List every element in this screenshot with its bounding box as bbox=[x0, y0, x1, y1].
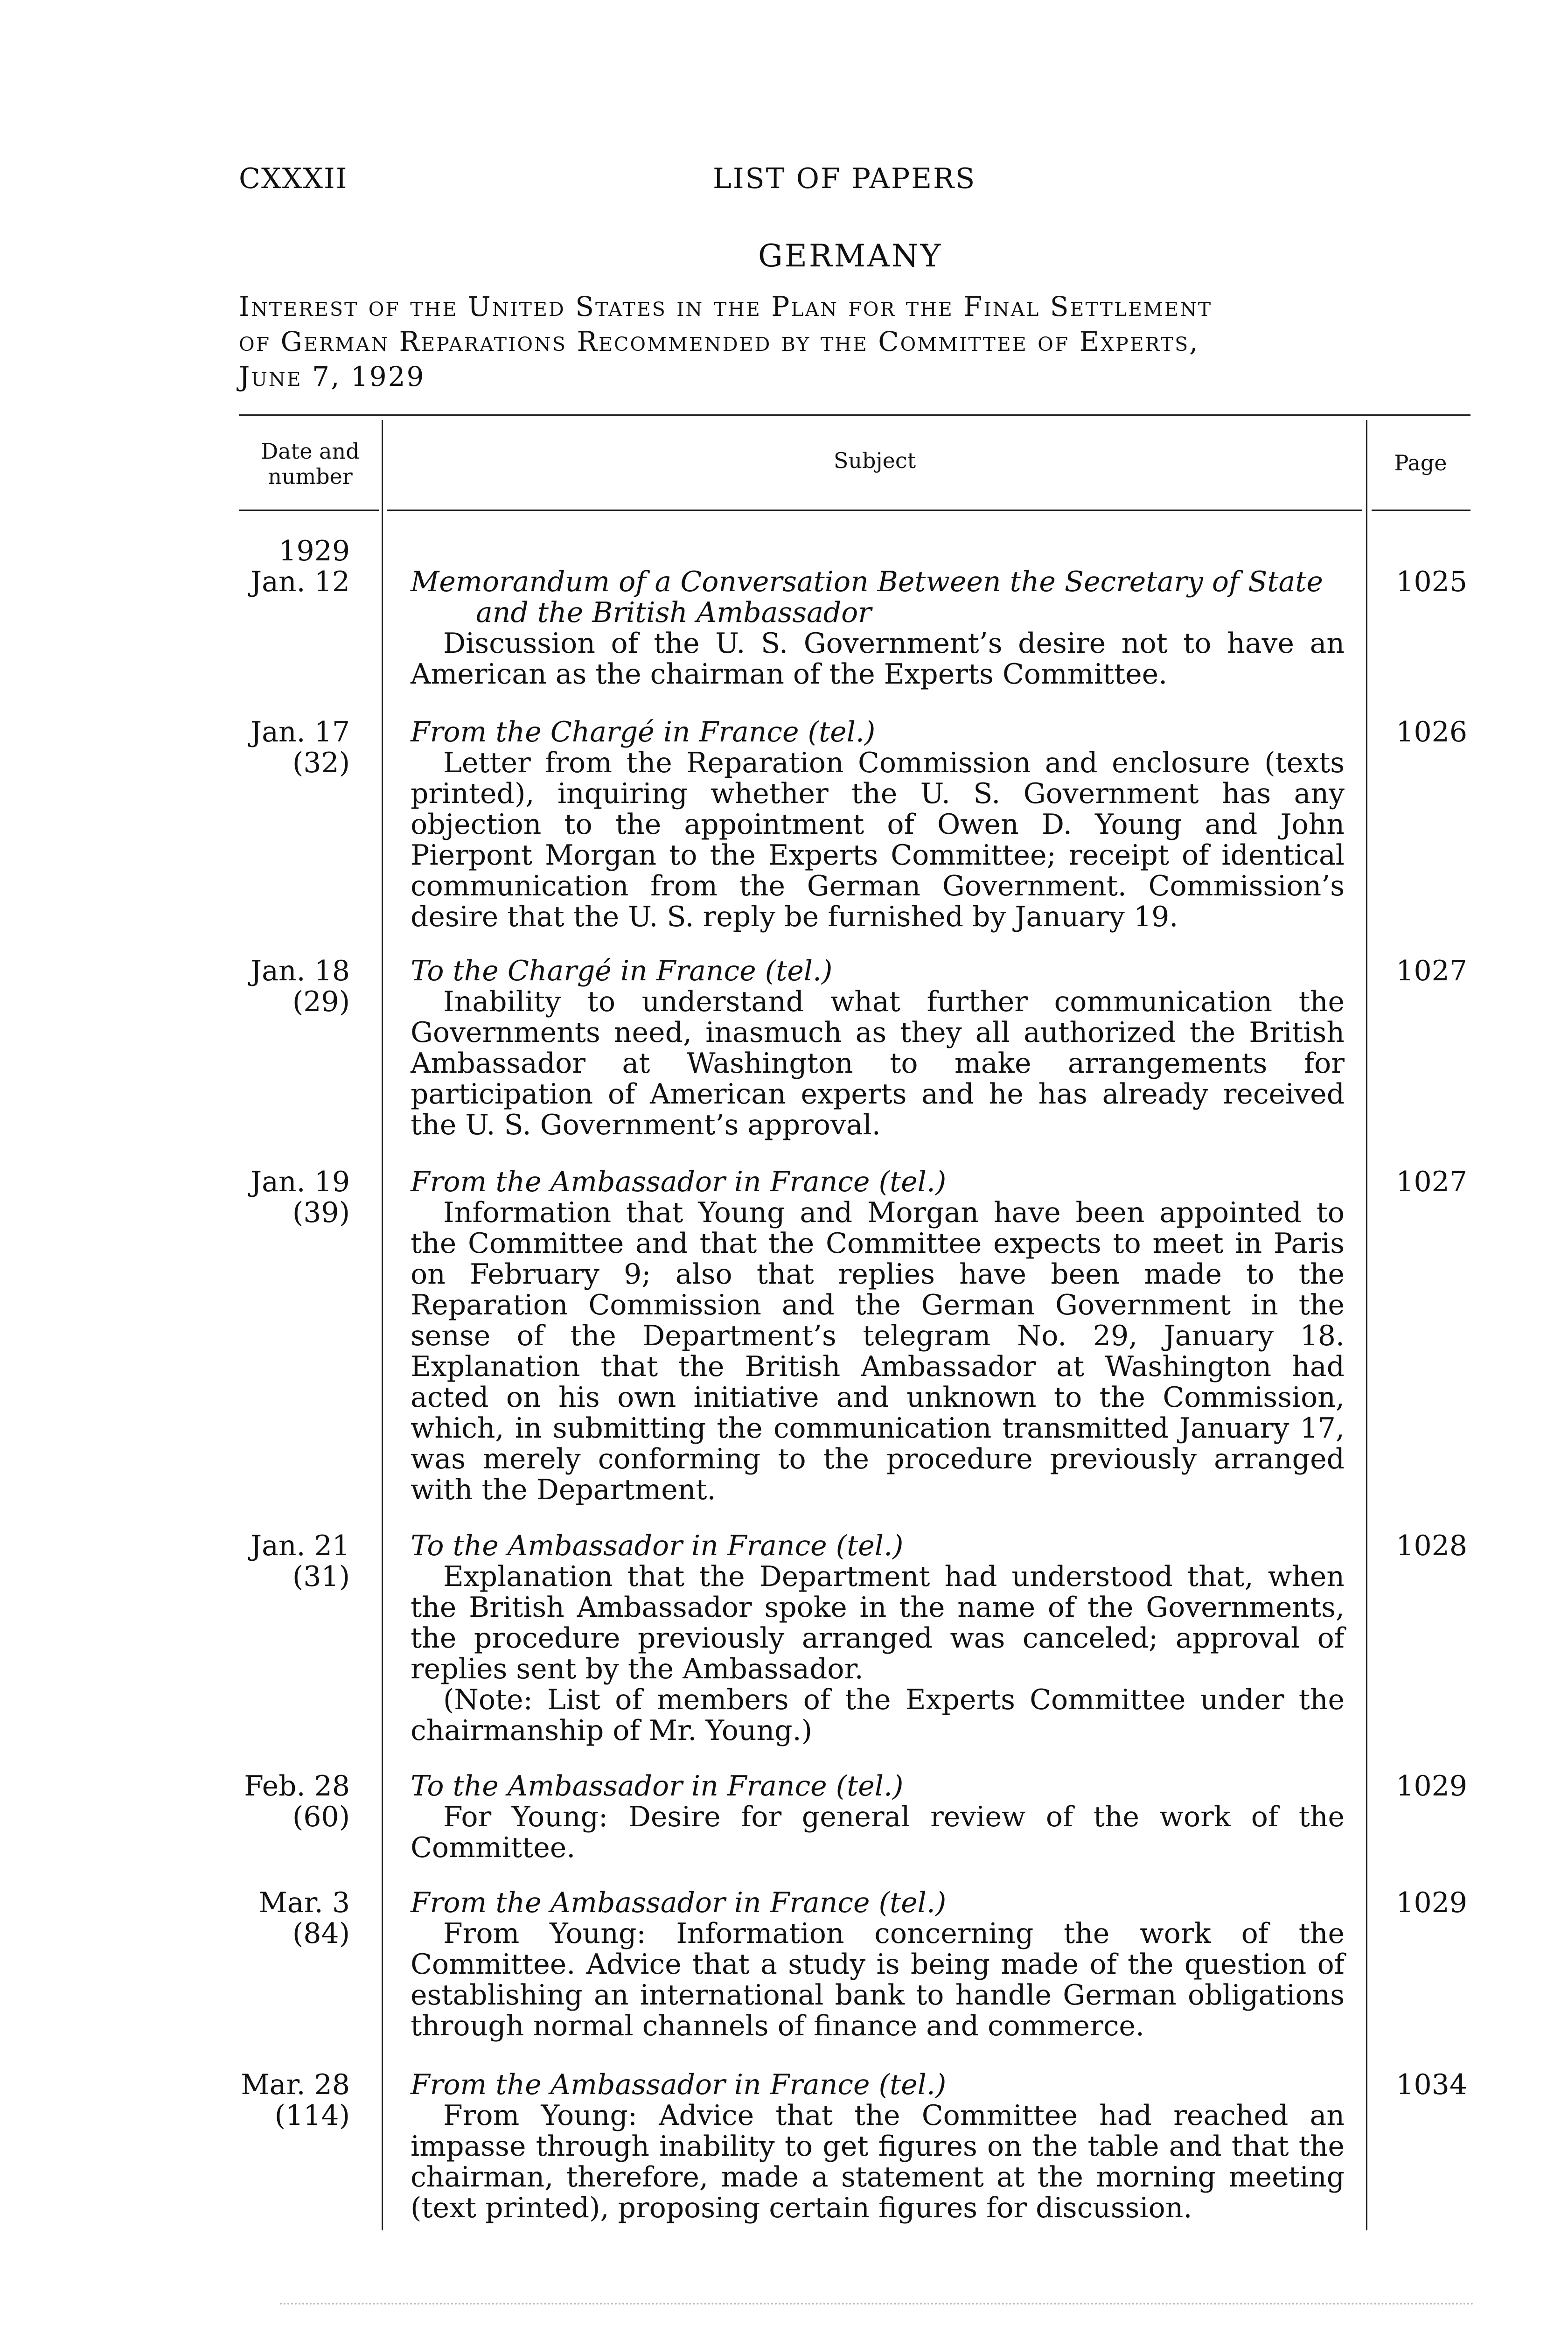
entry-date: Jan. 19 bbox=[251, 1166, 350, 1198]
heading-line: of German Reparations Recommended by the Committee of Experts, bbox=[239, 326, 1199, 357]
entry-date: Jan. 12 bbox=[251, 566, 350, 598]
entry-title-continued: and the British Ambassador bbox=[476, 596, 871, 629]
entry-title: From the Chargé in France (tel.) bbox=[411, 716, 876, 748]
header-subject: Subject bbox=[833, 448, 916, 473]
heading-line: Interest of the United States in the Plan for the Final Settlement bbox=[239, 291, 1213, 322]
entry-date: Jan. 18 bbox=[251, 955, 350, 987]
entry-title: To the Chargé in France (tel.) bbox=[411, 955, 833, 987]
entry-title: Memorandum of a Conversation Between the Secretary of State bbox=[411, 566, 1323, 598]
entry-page: 1025 bbox=[1396, 566, 1467, 598]
entry-subject bbox=[411, 2069, 1345, 2223]
entry-body: From Young: Advice that the Committee had reached an impasse through inability to get figures on the table and that the chairman, therefore, made a statement at the morning meeting (text printed), proposing certain figures for discussion. bbox=[411, 2099, 1345, 2224]
entry-subject bbox=[411, 1771, 1345, 1863]
entry-title: To the Ambassador in France (tel.) bbox=[411, 1770, 904, 1802]
section-heading bbox=[239, 289, 1470, 394]
entry-page: 1027 bbox=[1396, 1166, 1467, 1198]
entry-body: Inability to understand what further communication the Governments need, inasmuch as they all authorized the British Ambassador at Washington to make arrangements for participation of American experts and he has already received the U. S. Government’s approval. bbox=[411, 985, 1345, 1141]
entry-date: Jan. 21 bbox=[251, 1530, 350, 1562]
entry-number: (32) bbox=[292, 747, 350, 779]
entry-body: Letter from the Reparation Commission and enclosure (texts printed), inquiring whether the U. S. Government has any objection to the appointment of Owen D. Young and John Pierpont Morgan to the Experts Committee; receipt of identical communication from the German Government. Commission’s desire that the U. S. reply be furnished by January 19. bbox=[411, 747, 1345, 933]
running-head: LIST OF PAPERS bbox=[713, 162, 976, 195]
year-label: 1929 bbox=[279, 535, 350, 567]
entry-subject bbox=[411, 1887, 1345, 2041]
header-date-line1: Date and bbox=[261, 439, 360, 464]
entry-title: To the Ambassador in France (tel.) bbox=[411, 1530, 904, 1562]
header-rule-subject bbox=[387, 510, 1362, 511]
entry-subject bbox=[411, 566, 1345, 690]
entry-body: For Young: Desire for general review of the work of the Committee. bbox=[411, 1801, 1345, 1864]
page-number: CXXXII bbox=[239, 162, 348, 195]
column-separator-left bbox=[382, 420, 383, 2230]
entry-page: 1027 bbox=[1396, 955, 1467, 987]
section-title: GERMANY bbox=[758, 238, 943, 274]
entry-subject bbox=[411, 1530, 1345, 1746]
header-date bbox=[243, 439, 378, 489]
scan-speckle bbox=[280, 2303, 1474, 2309]
entry-number: (39) bbox=[292, 1196, 350, 1229]
entry-body: Information that Young and Morgan have been appointed to the Committee and that the Committee expects to meet in Paris on February 9; also that replies have been made to the Reparation Commission and the German Government in the sense of the Department’s telegram No. 29, January 18. Explanation that the British Ambassador at Washington had acted on his own initiative and unknown to the Commission, which, in submitting the communication transmitted January 17, was merely conforming to the procedure previously arranged with the Department. bbox=[411, 1196, 1345, 1506]
header-page: Page bbox=[1394, 450, 1447, 475]
entry-number: (31) bbox=[292, 1560, 350, 1593]
entry-page: 1026 bbox=[1396, 716, 1467, 748]
entry-date: Feb. 28 bbox=[244, 1770, 350, 1802]
entry-title: From the Ambassador in France (tel.) bbox=[411, 1886, 947, 1919]
header-rule-date bbox=[239, 510, 379, 511]
header-rule-page bbox=[1372, 510, 1470, 511]
column-separator-right bbox=[1366, 420, 1367, 2230]
entry-page: 1028 bbox=[1396, 1530, 1467, 1562]
entry-page: 1029 bbox=[1396, 1770, 1467, 1802]
entry-subject bbox=[411, 1166, 1345, 1505]
entry-note: (Note: List of members of the Experts Committee under the chairmanship of Mr. Young.) bbox=[411, 1683, 1345, 1747]
table-top-rule bbox=[239, 414, 1470, 416]
entry-subject bbox=[411, 956, 1345, 1140]
entry-body: Discussion of the U. S. Government’s desire not to have an American as the chairman of the Experts Committee. bbox=[411, 627, 1345, 691]
entry-number: (84) bbox=[292, 1917, 350, 1950]
entry-page: 1029 bbox=[1396, 1886, 1467, 1919]
entry-title: From the Ambassador in France (tel.) bbox=[411, 2068, 947, 2101]
entry-number: (29) bbox=[292, 985, 350, 1018]
entry-title: From the Ambassador in France (tel.) bbox=[411, 1166, 947, 1198]
entry-date: Jan. 17 bbox=[251, 716, 350, 748]
heading-line: June 7, 1929 bbox=[239, 361, 425, 392]
header-date-line2: number bbox=[268, 464, 353, 489]
entry-date: Mar. 28 bbox=[241, 2068, 350, 2101]
entry-number: (114) bbox=[274, 2099, 350, 2132]
entry-number: (60) bbox=[292, 1801, 350, 1833]
entry-body: From Young: Information concerning the work of the Committee. Advice that a study is being made of the question of establishing an international bank to handle German obligations through normal channels of finance and commerce. bbox=[411, 1917, 1345, 2042]
entry-subject bbox=[411, 717, 1345, 932]
entry-body: Explanation that the Department had understood that, when the British Ambassador spoke in the name of the Governments, the procedure previously arranged was canceled; approval of replies sent by the Ambassador. bbox=[411, 1560, 1345, 1685]
entry-date: Mar. 3 bbox=[258, 1886, 350, 1919]
entry-page: 1034 bbox=[1396, 2068, 1467, 2101]
